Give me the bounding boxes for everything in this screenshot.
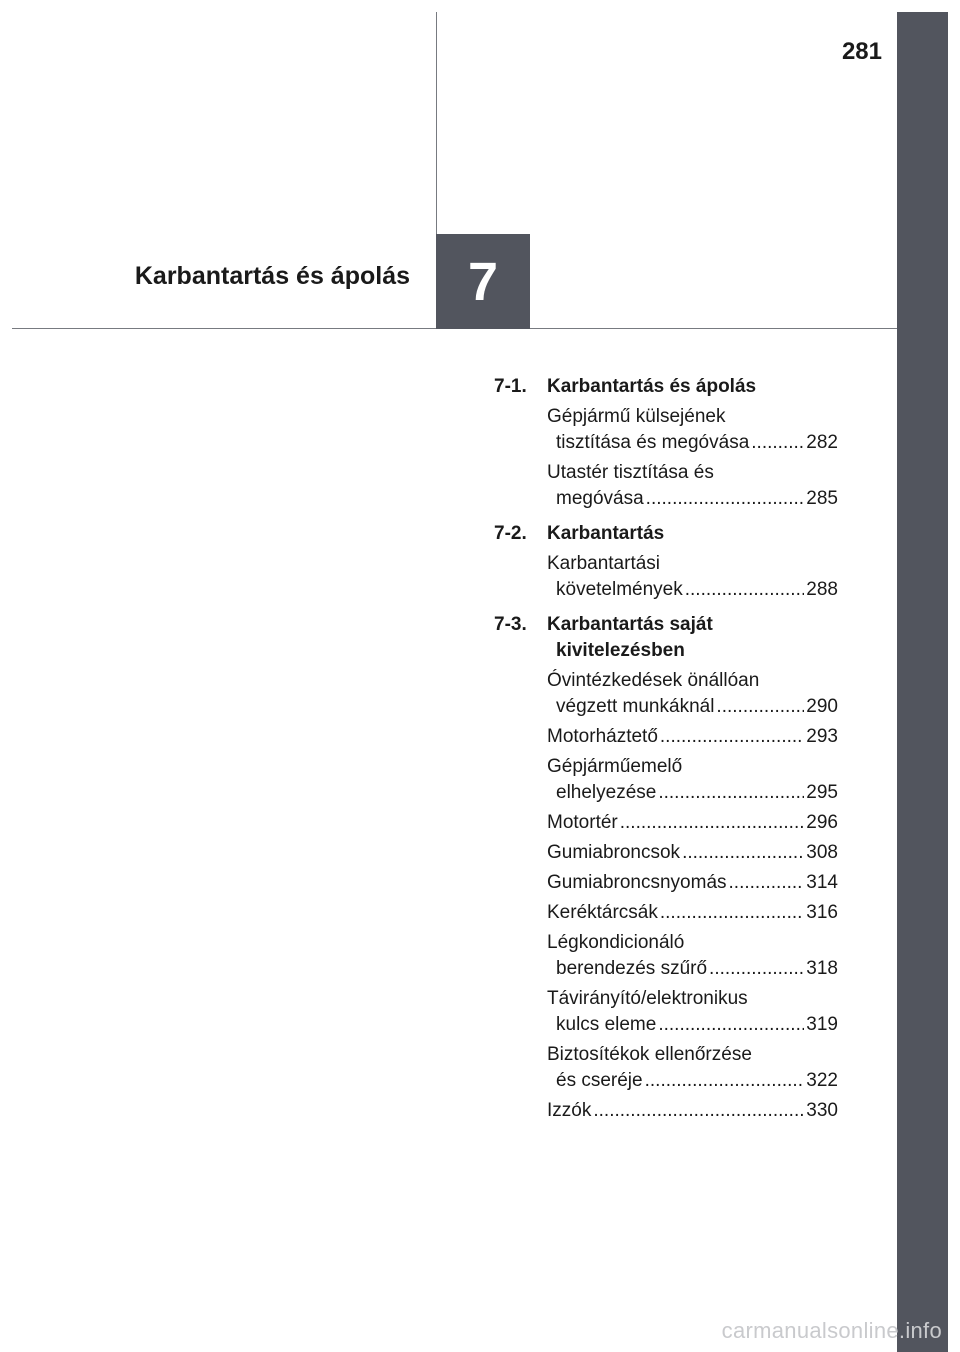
toc-entry[interactable] (547, 668, 838, 720)
entry-text: és cseréje (556, 1070, 643, 1091)
page-number: 281 (841, 38, 882, 65)
section-heading (494, 612, 838, 664)
toc-section (494, 612, 838, 1124)
section-number: 7-3. (494, 614, 527, 635)
section-heading (494, 521, 838, 547)
toc-entry[interactable] (547, 1098, 838, 1124)
dot-leader (682, 840, 804, 866)
section-title (547, 374, 838, 400)
chapter-title: Karbantartás és ápolás (134, 262, 410, 290)
toc-section (494, 521, 838, 603)
entry-text: Izzók (547, 1100, 592, 1121)
page-ref[interactable]: 293 (806, 726, 838, 747)
section-title (547, 521, 838, 547)
entry-text: Motortér (547, 812, 618, 833)
toc-entry[interactable] (547, 870, 838, 896)
toc-entry[interactable] (547, 460, 838, 512)
dot-leader (593, 1098, 804, 1124)
chapter-side-tab (897, 12, 948, 1352)
entry-text: Utastér tisztítása és (547, 462, 714, 483)
page-ref[interactable]: 296 (806, 812, 838, 833)
section-heading (494, 374, 838, 400)
entry-text: Gépjárműemelő (547, 756, 683, 777)
entry-line (547, 486, 838, 512)
entry-text: elhelyezése (556, 782, 657, 803)
table-of-contents (494, 374, 838, 1133)
entry-text: berendezés szűrő (556, 958, 708, 979)
dot-leader (660, 900, 804, 926)
toc-entry[interactable] (547, 1042, 838, 1094)
entry-line (547, 870, 838, 896)
section-title-line: Karbantartás és ápolás (547, 376, 757, 397)
entry-text: Gumiabroncsnyomás (547, 872, 727, 893)
section-title-line: Karbantartás saját (547, 614, 713, 635)
entry-text: Motorháztető (547, 726, 658, 747)
entry-text: követelmények (556, 579, 683, 600)
dot-leader (716, 694, 804, 720)
entry-text: Légkondicionáló (547, 932, 685, 953)
entry-text: tisztítása és megóvása (556, 432, 750, 453)
page-ref[interactable]: 285 (806, 488, 838, 509)
page-ref[interactable]: 316 (806, 902, 838, 923)
section-title (547, 612, 838, 664)
entry-line (547, 986, 838, 1012)
dot-leader (645, 1068, 805, 1094)
entry-line (547, 404, 838, 430)
section-title-line: kivitelezésben (556, 640, 685, 661)
toc-entry[interactable] (547, 810, 838, 836)
entry-line (547, 724, 838, 750)
section-number: 7-1. (494, 376, 527, 397)
entry-line (547, 780, 838, 806)
page-ref[interactable]: 322 (806, 1070, 838, 1091)
dot-leader (729, 870, 805, 896)
entry-line (547, 1068, 838, 1094)
entry-text: Távirányító/elektronikus (547, 988, 748, 1009)
entry-line (547, 1012, 838, 1038)
entry-line (547, 930, 838, 956)
toc-section (494, 374, 838, 512)
entry-line (547, 840, 838, 866)
section-entries (494, 404, 838, 512)
entry-text: Karbantartási (547, 553, 661, 574)
entry-line (547, 551, 838, 577)
entry-line (547, 430, 838, 456)
entry-line (547, 810, 838, 836)
dot-leader (658, 780, 804, 806)
entry-line (547, 1098, 838, 1124)
page-ref[interactable]: 290 (806, 696, 838, 717)
dot-leader (660, 724, 804, 750)
toc-entry[interactable] (547, 404, 838, 456)
dot-leader (709, 956, 804, 982)
watermark: carmanualsonline.info (721, 1318, 942, 1343)
toc-entry[interactable] (547, 986, 838, 1038)
page-ref[interactable]: 308 (806, 842, 838, 863)
entry-line (547, 668, 838, 694)
page-ref[interactable]: 288 (806, 579, 838, 600)
page-ref[interactable]: 330 (806, 1100, 838, 1121)
toc-entry[interactable] (547, 724, 838, 750)
chapter-number: 7 (467, 251, 499, 312)
section-entries (494, 668, 838, 1124)
section-number: 7-2. (494, 523, 527, 544)
entry-line (547, 1042, 838, 1068)
section-title-line: Karbantartás (547, 523, 665, 544)
page-ref[interactable]: 319 (806, 1014, 838, 1035)
toc-entry[interactable] (547, 840, 838, 866)
entry-text: Óvintézkedések önállóan (547, 670, 760, 691)
entry-text: Gumiabroncsok (547, 842, 681, 863)
entry-line (547, 694, 838, 720)
entry-text: végzett munkáknál (556, 696, 715, 717)
entry-line (547, 460, 838, 486)
entry-text: kulcs eleme (556, 1014, 657, 1035)
toc-entry[interactable] (547, 930, 838, 982)
page-ref[interactable]: 318 (806, 958, 838, 979)
page-ref[interactable]: 282 (806, 432, 838, 453)
entry-line (547, 577, 838, 603)
dot-leader (646, 486, 805, 512)
dot-leader (685, 577, 805, 603)
dot-leader (751, 430, 804, 456)
entry-text: megóvása (556, 488, 644, 509)
entry-line (547, 754, 838, 780)
toc-entry[interactable] (547, 551, 838, 603)
dot-leader (620, 810, 805, 836)
entry-line (547, 900, 838, 926)
entry-text: Gépjármű külsejének (547, 406, 726, 427)
toc-entry[interactable] (547, 900, 838, 926)
dot-leader (658, 1012, 804, 1038)
entry-text: Keréktárcsák (547, 902, 658, 923)
entry-text: Biztosítékok ellenőrzése (547, 1044, 752, 1065)
page-ref[interactable]: 295 (806, 782, 838, 803)
chapter-number-box (436, 234, 530, 329)
toc-entry[interactable] (547, 754, 838, 806)
section-entries (494, 551, 838, 603)
entry-line (547, 956, 838, 982)
page-ref[interactable]: 314 (806, 872, 838, 893)
